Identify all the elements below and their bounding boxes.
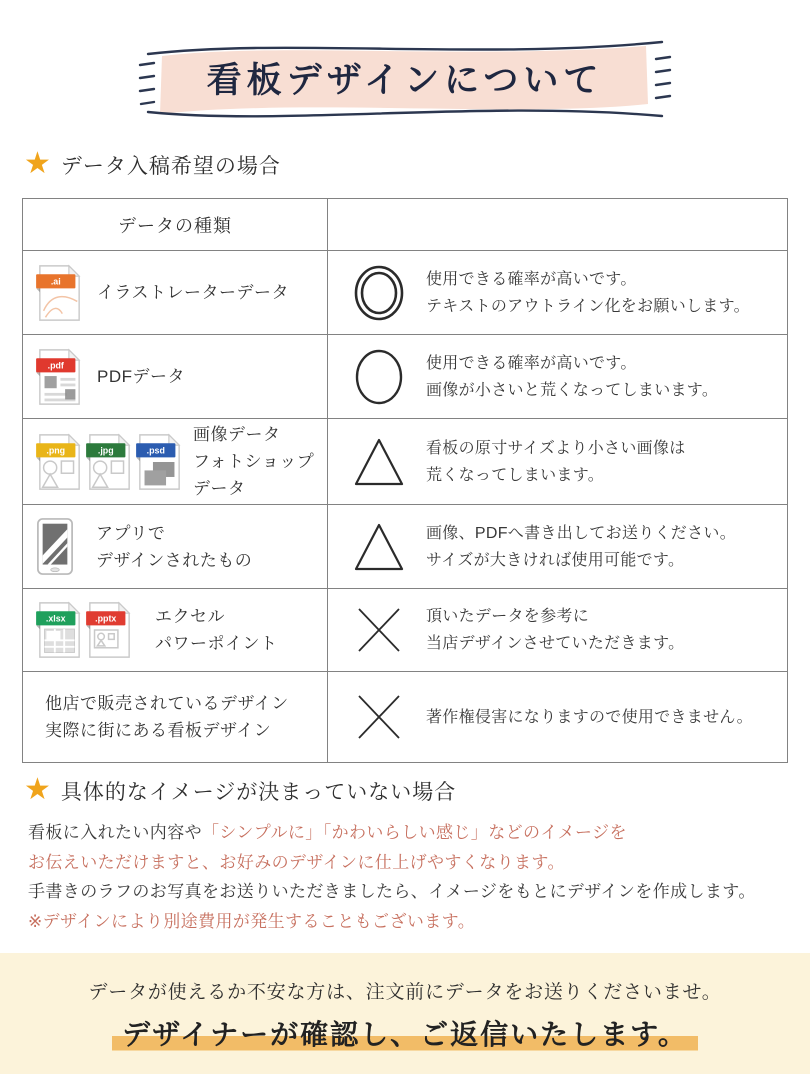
png-tag-label: .png	[46, 445, 66, 456]
row-icons	[36, 517, 74, 576]
paragraph-line: ※デザインにより別途費用が発生することもございます。	[28, 911, 476, 931]
paragraph-line: 看板に入れたい内容や「シンプルに」「かわいらしい感じ」などのイメージを	[28, 823, 627, 842]
row-images-left	[23, 419, 328, 504]
format-name: 他店で販売されているデザイン 実際に街にある看板デザイン	[45, 694, 289, 740]
row-icons	[36, 601, 133, 659]
rating-description: 看板の原寸サイズより小さい画像は 荒くなってしまいます。	[426, 439, 686, 484]
title-banner	[138, 32, 672, 128]
pptx-file-icon	[86, 601, 133, 659]
star-icon: ★	[24, 773, 52, 806]
star-icon: ★	[24, 147, 52, 180]
row-icons	[36, 348, 83, 406]
pptx-tag-label: .pptx	[95, 613, 117, 624]
format-name: アプリで デザインされたもの	[96, 523, 253, 570]
table-row	[23, 505, 787, 589]
table-header-right-empty	[328, 199, 787, 250]
table-row	[23, 672, 787, 762]
rating-double-circle-icon	[350, 264, 408, 322]
paragraph-line: 手書きのラフのお写真をお送りいただきましたら、イメージをもとにデザインを作成します。	[28, 882, 756, 901]
jpg-tag-label: .jpg	[97, 445, 114, 456]
table-row	[23, 251, 787, 335]
format-name: PDFデータ	[97, 367, 185, 386]
banner-bottom-wave-line	[148, 111, 662, 117]
data-format-table	[22, 198, 788, 763]
rating-cross-icon	[350, 601, 408, 659]
table-row	[23, 589, 787, 672]
rating-description: 画像、PDFへ書き出してお送りください。 サイズが大きければ使用可能です。	[426, 524, 737, 569]
psd-file-icon	[136, 433, 183, 491]
table-header-data-type: データの種類	[23, 199, 328, 250]
rating-triangle-icon	[350, 433, 408, 491]
row-icons	[36, 433, 183, 491]
rating-description: 使用できる確率が高いです。 テキストのアウトライン化をお願いします。	[426, 270, 750, 315]
ai-tag-label: .ai	[50, 276, 61, 287]
table-header-row	[23, 199, 787, 251]
rating-description: 使用できる確率が高いです。 画像が小さいと荒くなってしまいます。	[426, 354, 719, 399]
section-heading-label: 具体的なイメージが決まっていない場合	[60, 781, 457, 804]
footer-line1: データが使えるか不安な方は、注文前にデータをお送りくださいませ。	[88, 982, 722, 1003]
pdf-file-icon	[36, 348, 83, 406]
psd-tag-label: .psd	[146, 445, 165, 456]
row-pdf-right	[328, 335, 787, 418]
row-office-right	[328, 589, 787, 671]
xlsx-tag-label: .xlsx	[45, 613, 66, 624]
table-row	[23, 419, 787, 505]
format-name: イラストレーターデータ	[97, 283, 289, 302]
row-pdf-left	[23, 335, 328, 418]
xlsx-file-icon	[36, 601, 83, 659]
rating-description: 頂いたデータを参考に 当店デザインさせていただきます。	[426, 608, 685, 652]
section-no-image-heading	[24, 773, 457, 806]
pdf-tag-label: .pdf	[47, 360, 64, 371]
footer-line2-highlighted: デザイナーが確認し、ご返信いたします。	[112, 1013, 698, 1053]
row-icons	[36, 264, 83, 322]
page-title: 看板デザインについて	[206, 61, 604, 100]
section-data-submission-heading	[24, 147, 281, 180]
rating-circle-icon	[350, 348, 408, 406]
row-office-left	[23, 589, 328, 671]
jpg-file-icon	[86, 433, 133, 491]
table-row	[23, 335, 787, 419]
rating-description: 著作権侵害になりますので使用できません。	[426, 708, 753, 726]
row-copyright-right	[328, 672, 787, 762]
row-app-right	[328, 505, 787, 588]
smartphone-icon	[36, 517, 74, 576]
format-name: 画像データ フォトショップデータ	[193, 425, 315, 498]
row-copyright-left	[23, 672, 328, 762]
row-images-right	[328, 419, 787, 504]
no-image-paragraph	[28, 818, 798, 936]
row-illustrator-right	[328, 251, 787, 334]
footer-notice-band	[0, 953, 810, 1074]
row-illustrator-left	[23, 251, 328, 334]
rating-triangle-icon	[350, 518, 408, 576]
rating-cross-icon	[350, 688, 408, 746]
paragraph-line: お伝えいただけますと、お好みのデザインに仕上げやすくなります。	[28, 852, 565, 872]
png-file-icon	[36, 433, 83, 491]
format-name: エクセル パワーポイント	[155, 607, 278, 653]
ai-file-icon	[36, 264, 83, 322]
row-app-left	[23, 505, 328, 588]
section-heading-label: データ入稿希望の場合	[60, 155, 281, 178]
